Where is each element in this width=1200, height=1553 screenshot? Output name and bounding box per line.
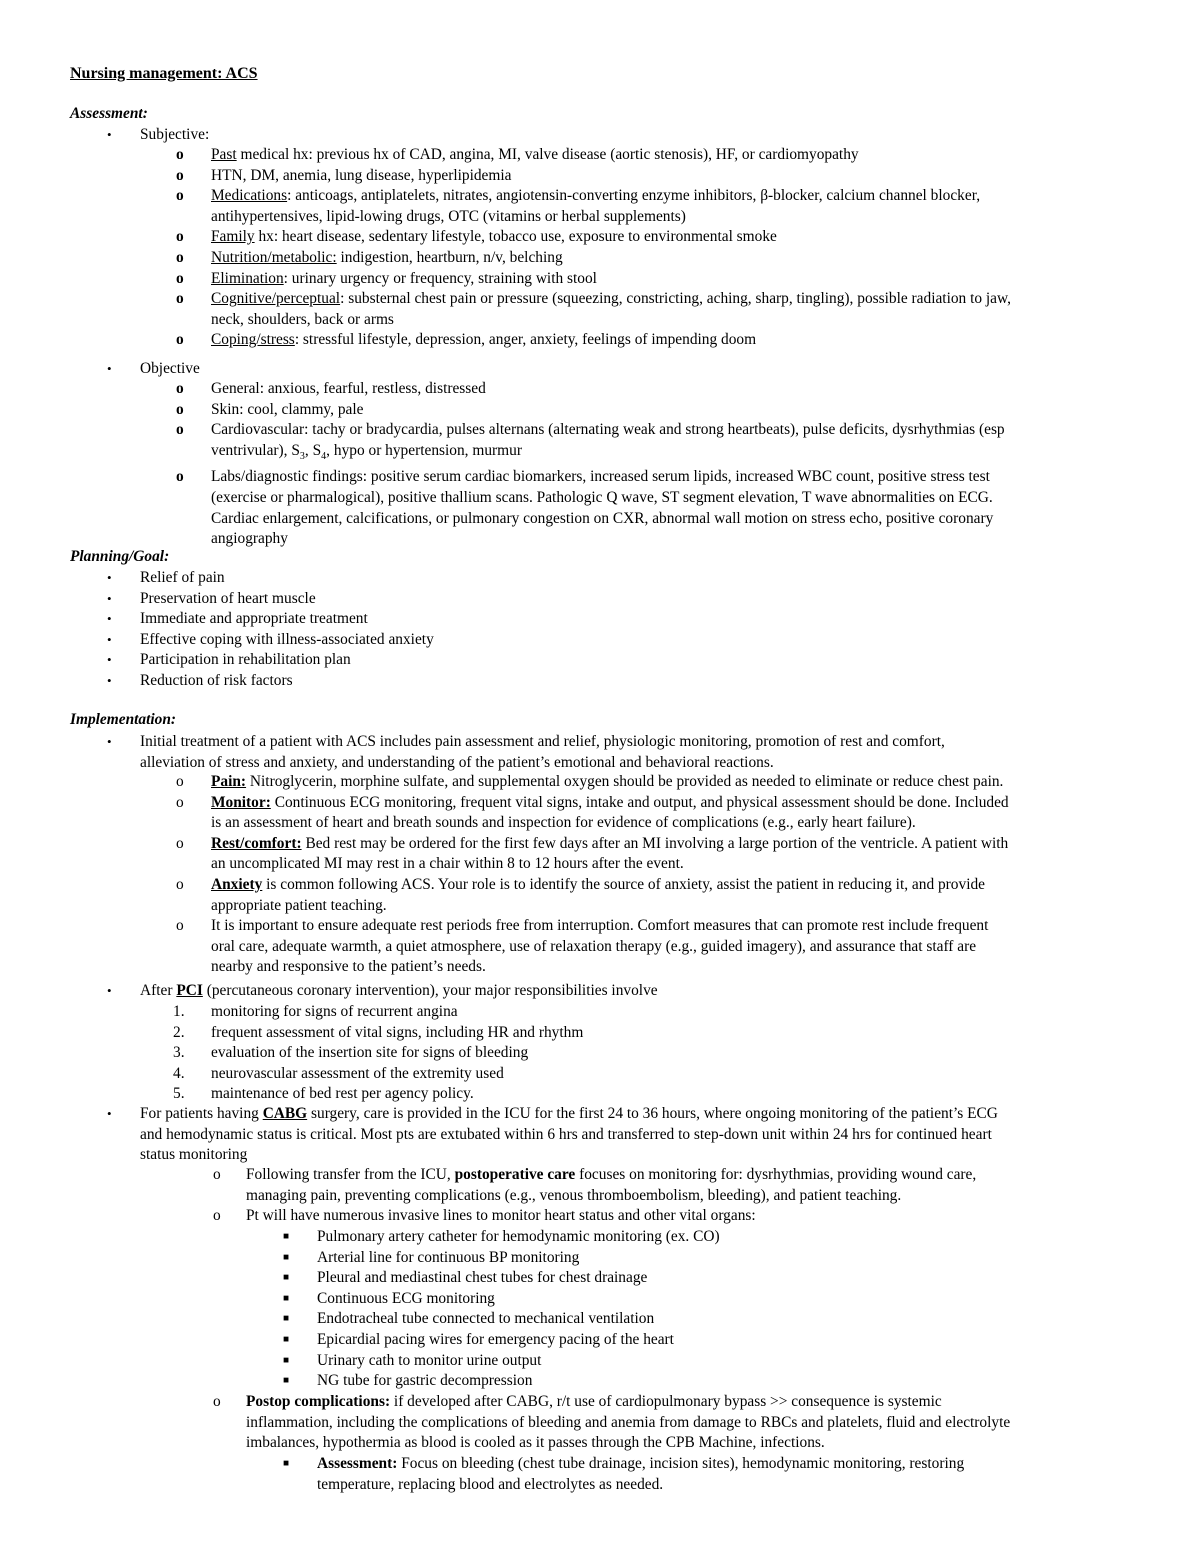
circle-bullet-icon: o xyxy=(176,248,184,266)
bullet-icon: • xyxy=(107,590,112,606)
list-item: o Postop complications: if developed after CABG, r/t use of cardiopulmonary bypass >> consequence is systemic xyxy=(246,1392,1151,1413)
list-item: ■ Urinary cath to monitor urine output xyxy=(317,1351,1147,1372)
list-item: o Labs/diagnostic findings: positive serum cardiac biomarkers, increased serum lipids, increased WBC count, positive stress test xyxy=(211,467,1151,488)
list-item-continuation: temperature, replacing blood and electrolytes as needed. xyxy=(317,1475,664,1493)
list-item-continuation: inflammation, including the complications of bleeding and anemia from damage to RBCs and platelets, fluid and electrolyte xyxy=(246,1413,1011,1431)
list-item: • Participation in rehabilitation plan xyxy=(140,650,1140,671)
list-item: o HTN, DM, anemia, lung disease, hyperlipidemia xyxy=(211,166,1151,187)
list-item: ■ Pleural and mediastinal chest tubes for chest drainage xyxy=(317,1268,1147,1289)
list-item: • Initial treatment of a patient with ACS includes pain assessment and relief, physiologic monitoring, promotion of rest and comfort, xyxy=(140,732,1150,753)
list-item: o Following transfer from the ICU, postoperative care focuses on monitoring for: dysrhythmias, providing wound care, xyxy=(246,1165,1151,1186)
list-item: o Coping/stress: stressful lifestyle, depression, anger, anxiety, feelings of impending doom xyxy=(211,330,1151,351)
list-item-continuation: status monitoring xyxy=(140,1146,248,1164)
circle-bullet-icon: o xyxy=(176,228,184,246)
circle-bullet-icon: o xyxy=(176,875,184,893)
implementation-initial xyxy=(107,732,1150,773)
circle-bullet-icon: o xyxy=(176,773,184,790)
list-item: o Past medical hx: previous hx of CAD, angina, MI, valve disease (aortic stenosis), HF, or cardiomyopathy xyxy=(211,145,1151,166)
list-item: • Reduction of risk factors xyxy=(140,671,1140,692)
list-item-continuation: nearby and responsive to the patient’s needs. xyxy=(211,958,486,976)
square-bullet-icon: ■ xyxy=(283,1231,290,1242)
list-item-continuation: and hemodynamic status is critical. Most pts are extubated within 6 hrs and transferred to step-down unit within 24 hrs for continued heart xyxy=(140,1125,992,1143)
list-item: ■ Arterial line for continuous BP monitoring xyxy=(317,1248,1147,1269)
square-bullet-icon: ■ xyxy=(283,1375,290,1387)
list-item: o Family hx: heart disease, sedentary lifestyle, tobacco use, exposure to environmental smoke xyxy=(211,227,1151,248)
list-item: ■ Epicardial pacing wires for emergency pacing of the heart xyxy=(317,1330,1147,1351)
list-item-continuation: managing pain, preventing complications (e.g., venous thromboembolism, bleeding), and patient teaching. xyxy=(246,1186,902,1204)
square-bullet-icon: ■ xyxy=(283,1272,290,1284)
circle-bullet-icon: o xyxy=(176,793,184,811)
bullet-icon: • xyxy=(107,1106,112,1121)
list-item: • After PCI (percutaneous coronary intervention), your major responsibilities involve xyxy=(140,981,1150,1002)
list-item: • Relief of pain xyxy=(140,568,1140,589)
circle-bullet-icon: o xyxy=(176,834,184,852)
list-item: o Monitor: Continuous ECG monitoring, frequent vital signs, intake and output, and physical assessment should be done. Included xyxy=(211,793,1151,814)
list-item: o General: anxious, fearful, restless, distressed xyxy=(211,379,1151,400)
list-item: 4. neurovascular assessment of the extremity used xyxy=(173,1064,504,1082)
list-item-continuation: (exercise or pharmalogical), positive thallium scans. Pathologic Q wave, ST segment elevation, T wave abnormalities on ECG. xyxy=(211,489,993,507)
list-item: o Pt will have numerous invasive lines to monitor heart status and other vital organs: xyxy=(246,1206,1151,1227)
list-item: ■ Continuous ECG monitoring xyxy=(317,1289,1147,1310)
list-item: ■ NG tube for gastric decompression xyxy=(317,1371,1147,1392)
list-item: • Effective coping with illness-associated anxiety xyxy=(140,630,1140,651)
list-item-continuation: antihypertensives, lipid-lowing drugs, OTC (vitamins or herbal supplements) xyxy=(211,207,686,225)
list-item: 5. maintenance of bed rest per agency policy. xyxy=(173,1085,474,1103)
implementation-heading: Implementation: xyxy=(70,711,177,728)
circle-bullet-icon: o xyxy=(176,290,184,308)
circle-bullet-icon: o xyxy=(213,1166,221,1183)
bullet-icon: • xyxy=(107,361,112,376)
list-item-continuation: Cardiac enlargement, calcifications, or pulmonary congestion on CXR, abnormal wall motion on stress echo, positive coronary xyxy=(211,509,994,527)
circle-bullet-icon: o xyxy=(176,468,184,486)
square-bullet-icon: ■ xyxy=(283,1354,290,1366)
list-item-continuation: angiography xyxy=(211,530,288,548)
pci-steps xyxy=(173,1002,1151,1105)
list-item: o Elimination: urinary urgency or frequency, straining with stool xyxy=(211,269,1151,290)
objective-section xyxy=(107,359,1140,380)
bullet-icon: • xyxy=(107,127,112,142)
circle-bullet-icon: o xyxy=(176,187,184,205)
bullet-icon: • xyxy=(107,631,112,647)
circle-bullet-icon: o xyxy=(176,331,184,349)
list-item: ■ Pulmonary artery catheter for hemodynamic monitoring (ex. CO) xyxy=(317,1227,1147,1248)
circle-bullet-icon: o xyxy=(176,400,184,418)
circle-bullet-icon: o xyxy=(176,917,184,935)
bullet-icon: • xyxy=(107,983,112,998)
square-bullet-icon: ■ xyxy=(283,1333,290,1345)
list-item-continuation: oral care, adequate warmth, a quiet atmosphere, use of relaxation therapy (e.g., guided imagery), and assurance that staff are xyxy=(211,937,977,955)
document-title: Nursing management: ACS xyxy=(70,65,258,82)
circle-bullet-icon: o xyxy=(176,166,184,184)
pci-section xyxy=(107,981,1150,1002)
cabg-postop-items xyxy=(213,1165,1151,1227)
square-bullet-icon: ■ xyxy=(283,1251,290,1263)
circle-bullet-icon: o xyxy=(213,1393,221,1410)
subjective-label: Subjective: xyxy=(140,126,210,143)
subjective-items xyxy=(176,145,1151,351)
list-item: o Nutrition/metabolic: indigestion, heartburn, n/v, belching xyxy=(211,248,1151,269)
circle-bullet-icon: o xyxy=(213,1207,221,1225)
cabg-section xyxy=(107,1104,1150,1166)
list-item-continuation: alleviation of stress and anxiety, and understanding of the patient’s emotional and behavioral reactions. xyxy=(140,753,774,771)
bullet-icon: • xyxy=(107,734,112,749)
postop-complications xyxy=(213,1392,1151,1454)
bullet-icon: • xyxy=(107,611,112,627)
list-item: • Preservation of heart muscle xyxy=(140,589,1140,610)
postop-assessment xyxy=(283,1454,1147,1495)
list-item-continuation: neck, shoulders, back or arms xyxy=(211,310,394,328)
list-item-continuation: imbalances, hypothermia as blood is cooled as it passes through the CPB Machine, infections. xyxy=(246,1434,825,1452)
list-item: ■ Assessment: Focus on bleeding (chest tube drainage, incision sites), hemodynamic monitoring, restoring xyxy=(317,1454,1147,1475)
list-item: 2. frequent assessment of vital signs, including HR and rhythm xyxy=(173,1023,584,1041)
objective-items xyxy=(176,379,1151,550)
list-item: o Medications: anticoags, antiplatelets, nitrates, angiotensin-converting enzyme inhibitors, β-blocker, calcium channel blocker, xyxy=(211,186,1151,207)
list-item xyxy=(107,125,1140,146)
list-item: o Skin: cool, clammy, pale xyxy=(211,400,1151,421)
list-item-continuation: appropriate patient teaching. xyxy=(211,896,387,914)
bullet-icon: • xyxy=(107,652,112,668)
list-item xyxy=(107,359,1140,380)
list-item: o Cognitive/perceptual: substernal chest pain or pressure (squeezing, constricting, aching, sharp, tingling), possible radiation to jaw, xyxy=(211,289,1151,310)
implementation-care-items xyxy=(176,772,1151,978)
list-item: • Immediate and appropriate treatment xyxy=(140,609,1140,630)
list-item: • For patients having CABG surgery, care is provided in the ICU for the first 24 to 36 hours, where ongoing monitoring of the patient’s ECG xyxy=(140,1104,1150,1125)
subjective-section xyxy=(107,125,1140,146)
bullet-icon: • xyxy=(107,672,112,688)
square-bullet-icon: ■ xyxy=(283,1292,290,1304)
assessment-heading: Assessment: xyxy=(70,105,148,122)
square-bullet-icon: ■ xyxy=(283,1313,290,1325)
list-item: o Pain: Nitroglycerin, morphine sulfate, and supplemental oxygen should be provided as needed to eliminate or reduce chest pain. xyxy=(211,772,1151,793)
list-item-continuation: an uncomplicated MI may rest in a chair within 8 to 12 hours after the event. xyxy=(211,855,684,873)
list-item: o Rest/comfort: Bed rest may be ordered for the first few days after an MI involving a large portion of the ventricle. A patient with xyxy=(211,834,1151,855)
objective-label: Objective xyxy=(140,360,200,377)
circle-bullet-icon: o xyxy=(176,421,184,439)
list-item: o Cardiovascular: tachy or bradycardia, pulses alternans (alternating weak and strong heartbeats), pulse deficits, dysrhythmias (esp xyxy=(211,420,1151,441)
list-item: 3. evaluation of the insertion site for signs of bleeding xyxy=(173,1044,529,1062)
circle-bullet-icon: o xyxy=(176,269,184,287)
planning-heading: Planning/Goal: xyxy=(70,548,170,565)
list-item: o It is important to ensure adequate rest periods free from interruption. Comfort measures that can promote rest include frequent xyxy=(211,916,1151,937)
bullet-icon: • xyxy=(107,570,112,585)
circle-bullet-icon: o xyxy=(176,146,184,163)
square-bullet-icon: ■ xyxy=(283,1458,290,1469)
list-item: ■ Endotracheal tube connected to mechanical ventilation xyxy=(317,1309,1147,1330)
invasive-lines-list xyxy=(283,1227,1147,1392)
list-item: o Anxiety is common following ACS. Your role is to identify the source of anxiety, assist the patient in reducing it, and provide xyxy=(211,875,1151,896)
circle-bullet-icon: o xyxy=(176,380,184,397)
list-item-continuation: is an assessment of heart and breath sounds and inspection for evidence of complications (e.g., early heart failure). xyxy=(211,814,916,832)
list-item-continuation: ventrivular), $S_3$, $S_4$, hypo or hypertension, murmur xyxy=(211,441,522,462)
list-item: 1. monitoring for signs of recurrent angina xyxy=(173,1003,458,1020)
planning-list xyxy=(107,568,1140,692)
